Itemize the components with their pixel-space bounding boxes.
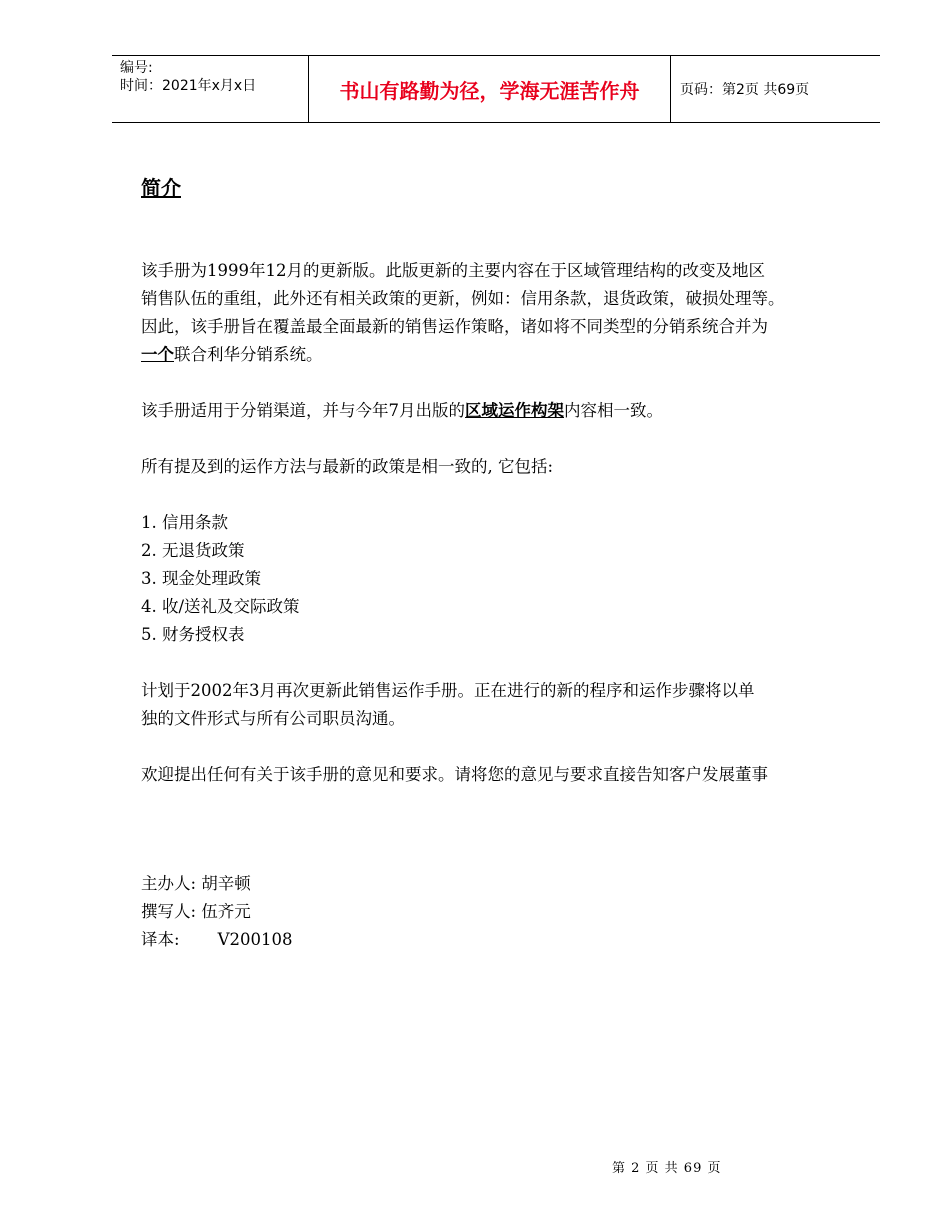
- list-item: 2. 无退货政策: [141, 541, 245, 560]
- paragraph-1-line-2: 销售队伍的重组，此外还有相关政策的更新，例如：信用条款，退货政策，破损处理等。: [141, 289, 785, 308]
- policy-list: [141, 509, 866, 649]
- writer-line: 撰写人: 伍齐元: [141, 902, 251, 921]
- version-line: [141, 926, 292, 954]
- page-header: [112, 55, 880, 123]
- paragraph-5: 欢迎提出任何有关于该手册的意见和要求。请将您的意见与要求直接告知客户发展董事: [141, 765, 768, 784]
- list-item: 3. 现金处理政策: [141, 569, 261, 588]
- header-meta: [112, 56, 308, 122]
- paragraph-1-line-1: 该手册为1999年12月的更新版。此版更新的主要内容在于区域管理结构的改变及地区: [141, 261, 765, 280]
- paragraph-1-line-4: [141, 341, 866, 369]
- sponsor-line: 主办人: 胡辛顿: [141, 874, 251, 893]
- document-date: 时间：2021年x月x日: [120, 78, 257, 94]
- document-number-label: 编号:: [120, 60, 153, 76]
- paragraph-3: 所有提及到的运作方法与最新的政策是相一致的, 它包括:: [141, 457, 554, 476]
- paragraph-2: [141, 397, 866, 425]
- paragraph-2-before: 该手册适用于分销渠道，并与今年7月出版的: [141, 401, 465, 420]
- paragraph-1-line-3: 因此，该手册旨在覆盖最全面最新的销售运作策略，诸如将不同类型的分销系统合并为: [141, 317, 768, 336]
- list-item: 1. 信用条款: [141, 513, 228, 532]
- emphasis-one: 一个: [141, 345, 174, 364]
- credits-block: [141, 870, 292, 954]
- header-page-info: 页码：第2页 共69页: [680, 82, 810, 98]
- paragraph-4-line-2: 独的文件形式与所有公司职员沟通。: [141, 709, 405, 728]
- paragraph-2-after: 内容相一致。: [564, 401, 663, 420]
- paragraph-1-line-4-rest: 联合利华分销系统。: [174, 345, 323, 364]
- page-footer: 第 2 页 共 69 页: [612, 1161, 722, 1176]
- version-value: V200108: [217, 930, 293, 949]
- header-motto: 书山有路勤为径，学海无涯苦作舟: [339, 78, 640, 103]
- version-label: 译本:: [141, 930, 180, 949]
- list-item: 4. 收/送礼及交际政策: [141, 597, 300, 616]
- header-motto-cell: [308, 56, 671, 122]
- paragraph-4-line-1: 计划于2002年3月再次更新此销售运作手册。正在进行的新的程序和运作步骤将以单: [141, 681, 755, 700]
- regional-framework-link: 区域运作构架: [465, 401, 564, 420]
- document-body: [141, 257, 866, 789]
- page-title: 简介: [141, 176, 181, 200]
- list-item: 5. 财务授权表: [141, 625, 245, 644]
